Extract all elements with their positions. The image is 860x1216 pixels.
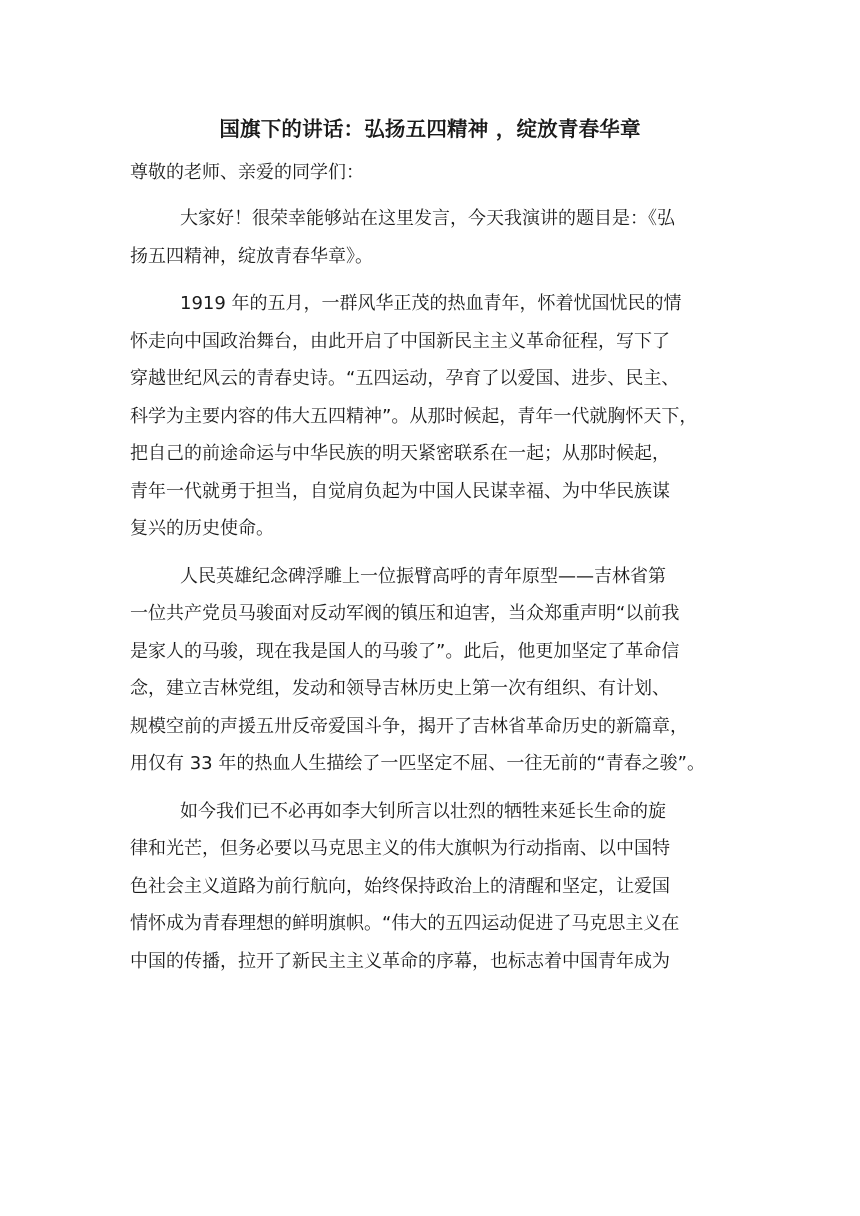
paragraph-may-fourth-history bbox=[130, 285, 736, 548]
paragraph-line: 用仅有 33 年的热血人生描绘了一匹坚定不屈、一往无前的“青春之骏”。 bbox=[130, 753, 705, 774]
paragraph-line: 扬五四精神，绽放青春华章》。 bbox=[130, 245, 373, 267]
paragraph-line: 规模空前的声援五卅反帝爱国斗争，揭开了吉林省革命历史的新篇章， bbox=[130, 715, 688, 737]
paragraph-line: 律和光芒，但务必要以马克思主义的伟大旗帜为行动指南、以中国特 bbox=[130, 838, 670, 859]
paragraph-line: 青年一代就勇于担当，自觉肩负起为中国人民谋幸福、为中华民族谋 bbox=[130, 480, 670, 502]
paragraph-line: 色社会主义道路为前行航向，始终保持政治上的清醒和坚定，让爱国 bbox=[130, 875, 670, 897]
paragraph-line: 1919 年的五月，一群风华正茂的热血青年，怀着忧国忧民的情 bbox=[180, 293, 682, 314]
paragraph-ma-jun bbox=[130, 558, 736, 783]
paragraph-line: 一位共产党员马骏面对反动军阀的镇压和迫害，当众郑重声明“以前我 bbox=[130, 603, 680, 624]
paragraph-line: 复兴的历史使命。 bbox=[130, 518, 274, 539]
paragraph-line: 人民英雄纪念碑浮雕上一位振臂高呼的青年原型——吉林省第 bbox=[180, 565, 666, 587]
paragraph-line: 科学为主要内容的伟大五四精神”。从那时候起，青年一代就胸怀天下， bbox=[130, 405, 698, 427]
paragraph-line: 怀走向中国政治舞台，由此开启了中国新民主主义革命征程，写下了 bbox=[130, 330, 670, 352]
salutation: 尊敬的老师、亲爱的同学们： bbox=[130, 162, 364, 183]
paragraph-line: 大家好！很荣幸能够站在这里发言，今天我演讲的题目是：《弘 bbox=[180, 208, 675, 229]
paragraph-line: 穿越世纪风云的青春史诗。“五四运动，孕育了以爱国、进步、民主、 bbox=[130, 368, 680, 389]
paragraph-line: 是家人的马骏，现在我是国人的马骏了”。此后，他更加坚定了革命信 bbox=[130, 640, 680, 662]
paragraph-line: 情怀成为青春理想的鲜明旗帜。“伟大的五四运动促进了马克思主义在 bbox=[130, 913, 680, 934]
speech-body bbox=[130, 156, 736, 980]
paragraph-present-day bbox=[130, 793, 736, 981]
paragraph-line: 如今我们已不必再如李大钊所言以壮烈的牺牲来延长生命的旋 bbox=[180, 800, 666, 822]
paragraph-line: 把自己的前途命运与中华民族的明天紧密联系在一起；从那时候起， bbox=[130, 443, 670, 464]
paragraph-line: 念，建立吉林党组，发动和领导吉林历史上第一次有组织、有计划、 bbox=[130, 678, 670, 699]
paragraph-greeting bbox=[130, 200, 736, 275]
paragraph-line: 中国的传播，拉开了新民主主义革命的序幕，也标志着中国青年成为 bbox=[130, 950, 670, 972]
speech-title: 国旗下的讲话：弘扬五四精神 ，绽放青春华章 bbox=[219, 117, 641, 141]
